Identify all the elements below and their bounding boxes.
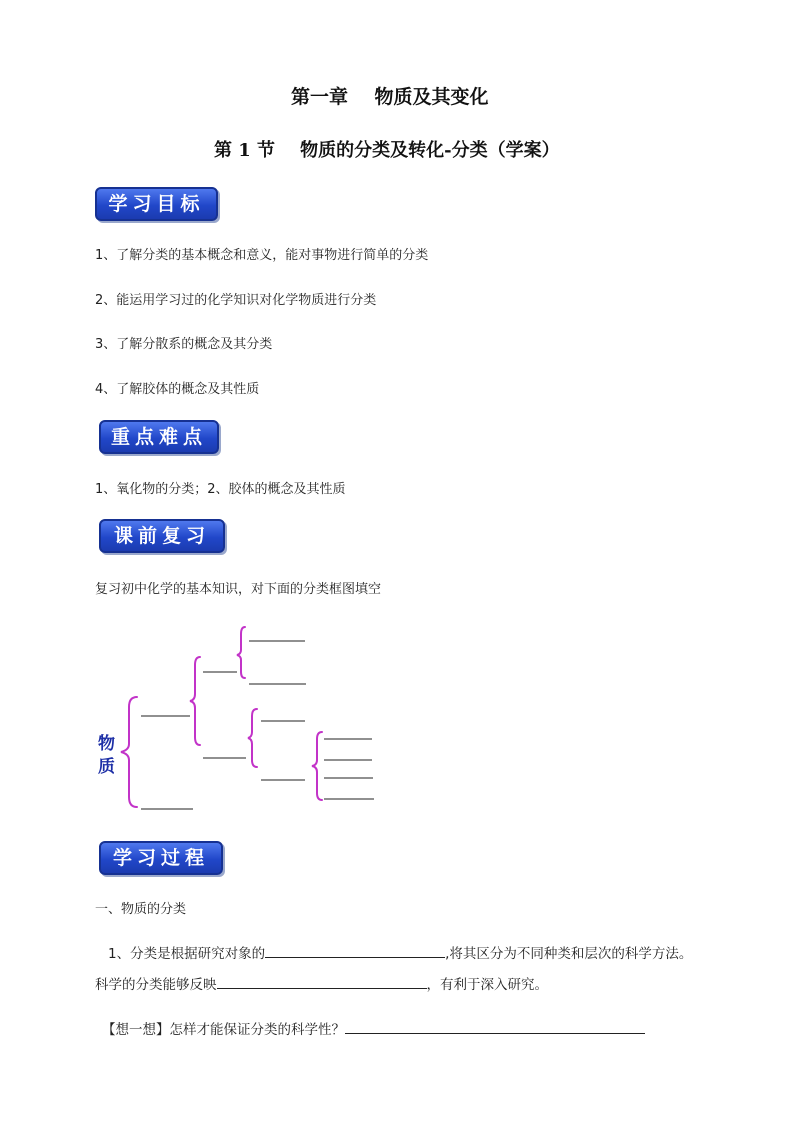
question-1-text-a: 1、分类是根据研究对象的 [108,946,266,962]
process-heading: 一、物质的分类 [95,902,187,917]
brace-top [237,627,245,678]
diagram-label-wu: 物 [98,734,115,754]
answer-blank-1[interactable] [265,943,445,958]
section-title: 第 1 节 物质的分类及转化-分类（学案） [214,140,560,161]
diagram-label-zhi: 质 [98,757,115,777]
brace-middle [248,709,257,767]
brace-main [121,697,137,807]
question-1-text-c: 科学的分类能够反映 [95,977,217,993]
question-1-text-d: ，有利于深入研究。 [426,977,548,993]
key-points-badge: 重点难点 [99,420,219,454]
question-1-line-1 [108,942,692,962]
answer-blank-2[interactable] [217,974,427,989]
review-instruction: 复习初中化学的基本知识，对下面的分类框图填空 [95,582,382,597]
think-label: 【想一想】 [102,1022,170,1038]
think-prompt [102,1018,645,1038]
process-badge: 学习过程 [99,841,223,875]
answer-blank-3[interactable] [345,1019,645,1034]
chapter-title: 第一章 物质及其变化 [291,86,489,108]
question-1-text-b: ,将其区分为不同种类和层次的科学方法。 [445,946,693,962]
brace-right [312,732,322,800]
objective-item-4: 4、了解胶体的概念及其性质 [95,382,260,397]
review-badge: 课前复习 [99,519,225,553]
objective-item-2: 2、能运用学习过的化学知识对化学物质进行分类 [95,293,377,308]
diagram-blanks [141,641,374,809]
brace-upper [190,657,200,745]
objectives-badge: 学习目标 [95,187,218,221]
question-1-line-2 [95,973,548,993]
think-text: 怎样才能保证分类的科学性？ [169,1022,345,1038]
objective-item-1: 1、了解分类的基本概念和意义，能对事物进行简单的分类 [95,248,429,263]
key-points-text: 1、氧化物的分类；2、胶体的概念及其性质 [95,482,346,497]
objective-item-3: 3、了解分散系的概念及其分类 [95,337,273,352]
